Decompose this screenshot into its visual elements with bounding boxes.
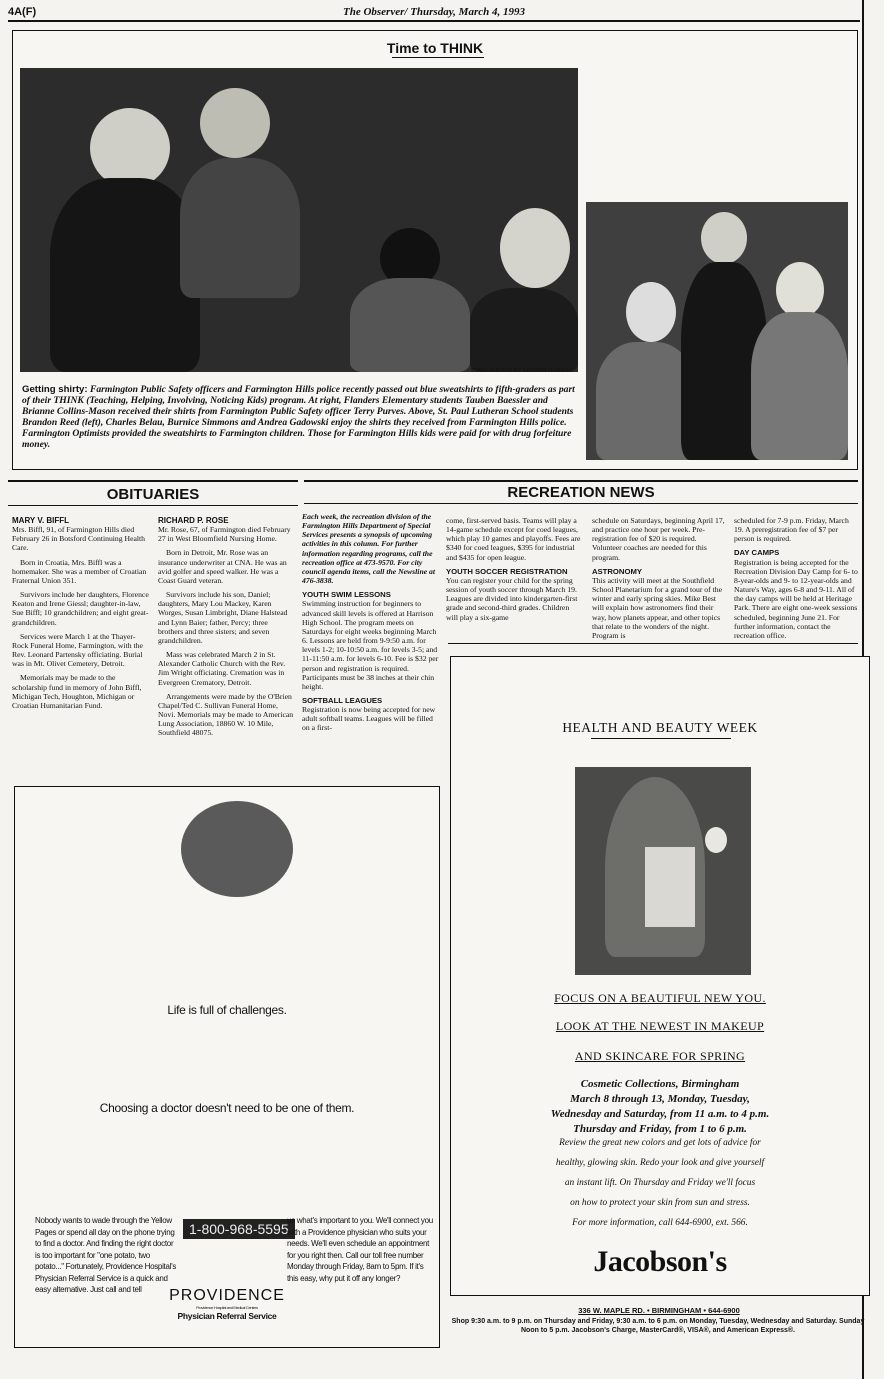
recreation-col-3 [592,516,726,645]
obituary-paragraph: Born in Croatia, Mrs. Biffl was a homemaker. She was a member of Croatian Fraternal Union 351. [12,557,147,585]
obituary-rose [158,516,294,742]
artwork-face [575,767,751,975]
obituaries-rule-bottom [8,505,298,506]
softball-heading: SOFTBALL LEAGUES [302,695,383,705]
recreation-rule [304,480,858,482]
feature-photo-main [20,68,578,372]
obituary-paragraph: Survivors include his son, Daniel; daughters, Mary Lou Mackey, Karen Worges, Susan Limbright, Diane Halstead and Lynn Baier; father, Percy; three brothers and three sisters; and seven grandchildren. [158,590,288,645]
obituary-paragraph: Arrangements were made by the O'Brien Chapel/Ted C. Sullivan Funeral Home, Novi. Memorials may be made to American Lung Association, 18860 W. 10 Mile, Southfield 48075. [158,691,294,738]
event-line: Thursday and Friday, from 1 to 6 p.m. [573,1123,747,1135]
obituaries-rule [8,480,298,482]
astronomy-heading: ASTRONOMY [592,566,642,576]
photo-credit: STAFF PHOTOS BY SHARON LEMIEUX [470,368,572,374]
softball-text-cont: come, first-served basis. Teams will play a 14-game schedule except for coed leagues, which play 10 games and playoffs. Fees are $340 for coed leagues, $395 for industrial and $435 for open league. [446,516,581,562]
event-line: March 8 through 13, Monday, Tuesday, [570,1093,750,1105]
ad-line-1: Life is full of challenges. [167,1003,287,1017]
caption-lead: Getting shirty: [22,384,88,395]
page-header [8,6,860,20]
referral-service: Physician Referral Service [177,1311,277,1321]
feature-caption [22,384,578,450]
obituary-paragraph: Born in Detroit, Mr. Rose was an insurance underwriter at CNA. He was an avid golfer and speed walker. He was a Coast Guard veteran. [158,548,287,585]
store-hours: Shop 9:30 a.m. to 9 p.m. on Thursday and Friday, 9:30 a.m. to 6 p.m. on Monday, Tuesday, Wednesday and Saturday. Sunday Noon to 5 p.m. Jacobson's Charge, MasterCard®, VISA®, and American Express®. [451,1318,865,1334]
obituary-name: MARY V. BIFFL [12,516,70,525]
focus-line-3: AND SKINCARE FOR SPRING [574,1049,746,1063]
recreation-heading: RECREATION NEWS [507,484,655,501]
feature-photo-right [586,202,848,460]
ad-line-2: Choosing a doctor doesn't need to be one of them. [99,1101,355,1115]
jacobsons-logo: Jacobson's [593,1245,727,1278]
phone-number[interactable]: 1-800-968-5595 [183,1219,295,1239]
obituaries-heading: OBITUARIES [106,486,200,503]
review-text [451,1133,869,1233]
obituary-paragraph: Services were March 1 at the Thayer-Rock Funeral Home, Farmington, with the Rev. Leonard Partensky officiating. Burial was in Mt. Olivet Cemetery, Detroit. [12,631,143,669]
softball-text: Registration is now being accepted for new adult softball teams. Leagues will be filled on a first- [302,705,436,733]
soccer-text-cont: schedule on Saturdays, beginning April 17, and practice one hour per week. Pre-registration fee of $20 is required. Volunteer coaches are needed for this program. [592,516,725,562]
astronomy-text: This activity will meet at the Southfield School Planetarium for a grand tour of the winter and early spring skies. Mike Best will explain how astronomers find their way, how planets appear, and other topics that relate to the wonders of the night. Program is [592,575,723,640]
swim-text: Swimming instruction for beginners to advanced skill levels is offered at Harrison High School. The program meets on Saturdays for eight weeks beginning March 6. Lessons are held from 9-9:50 a.m. for levels 1-2; 10-10:50 a.m. for levels 3-5; and 11-11:50 a.m. for levels 6-10. Fee is $32 per person and registration is required. Participants must be 38 inches at their chin height. [302,599,439,691]
recreation-intro: Each week, the recreation division of the Farmington Hills Department of Special Services presents a synopsis of upcoming activities in this column. For further information regarding programs, call the recreation office at 473-9570. For city council agenda items, call the Newsline at 476-3838. [302,512,436,586]
review-line: For more information, call 644-6900, ext. 566. [572,1218,748,1228]
review-line: Review the great new colors and get lots of advice for [559,1138,761,1148]
dateline: The Observer/ Thursday, March 4, 1993 [342,6,525,18]
providence-logo: PROVIDENCE [169,1287,285,1304]
day-camps-text: Registration is being accepted for the Recreation Division Day Camp for 6- to 8-year-olds and 9- to 12-year-olds and Nature's Way, ages 6-8 and 9-11. All of the day camps will be held at Heritage Park. There are eight one-week sessions scheduled, beginning June 21. For further information, contact the recreation office. [734,557,858,640]
store-address: 336 W. MAPLE RD. • BIRMINGHAM • 644-6900 [578,1306,740,1315]
focus-line-1: FOCUS ON A BEAUTIFUL NEW YOU. [554,991,766,1005]
providence-ad [14,786,440,1348]
recreation-rule-bottom [304,503,858,504]
jacobsons-ad [450,656,870,1296]
event-line: Wednesday and Saturday, from 11 a.m. to 4 p.m. [550,1108,770,1120]
obituary-paragraph: Survivors include her daughters, Florence Keaton and Irene Giessl; daughter-in-law, Sue Biffl; 10 grandchildren; and eight great-grandchildren. [12,590,149,627]
ad-body-left: Nobody wants to wade through the Yellow Pages or spend all day on the phone trying to find a doctor. And finding the right doctor is too important for "one potato, two potato..." Fortunately, Providence Hospital's Physician Referral Service is a quick and easy alternative. Just call and tell [35,1216,177,1294]
recreation-col-2 [446,516,582,627]
obituary-paragraph: Memorials may be made to the scholarship fund in memory of John Biffl, Michigan Tech, Houghton, Michigan or Croatian Humanitarian Fund. [12,673,142,710]
ad-title-rule [591,738,731,739]
obituary-paragraph: Mr. Rose, 67, of Farmington died February 27 in West Bloomfield Nursing Home. [158,525,291,544]
recreation-col-4 [734,516,860,645]
ad-body-right: us what's important to you. We'll connect you with a Providence physician who suits your needs. We'll even schedule an appointment for you right then. Call our toll free number Monday through Friday, 8am to 5pm. If it's this easy, why put it off any longer? [287,1216,433,1283]
review-line: an instant lift. On Thursday and Friday we'll focus [564,1178,756,1188]
recreation-end-rule [448,643,858,644]
obituary-biffl [12,516,150,715]
feature-title-underline [392,57,484,58]
recreation-col-1 [302,512,440,738]
review-line: healthy, glowing skin. Redo your look and give yourself [555,1158,765,1168]
header-rule [8,20,860,22]
event-line: Cosmetic Collections, Birmingham [580,1078,740,1090]
providence-logo-sub: Providence Hospital and Medical Centers [196,1305,258,1310]
soccer-text: You can register your child for the spring session of youth soccer through March 19. Leagues are divided into kindergarten-first grade and second-third grades. Children will play a six-game [446,575,578,622]
obituary-paragraph: Mrs. Biffl, 91, of Farmington Hills died February 26 in Botsford Continuing Health Care. [12,525,146,553]
page-number: 4A(F) [8,6,37,18]
feature-title: Time to THINK [386,40,484,56]
globe-image [181,801,293,897]
ad-title: HEALTH AND BEAUTY WEEK [562,720,758,735]
caption-body: Farmington Public Safety officers and Farmington Hills police recently passed out blue sweatshirts to fifth-graders as part of their THINK (Teaching, Helping, Involving, Noticing Kids) program. At right, Flanders Elementary students Tauben Baessler and Brianne Collins-Mason received their shirts from Farmington Public Safety officer Terry Purves. Above, St. Paul Lutheran School students Brandon Reed (left), Charles Belau, Burnice Simmons and Andrea Gadowski enjoy the shirts they received from Farmington Hills police. Farmington Optimists provided the sweatshirts to Farmington children. Those for Farmington Hills kids were paid for with drug forfeiture money. [22,384,575,450]
obituary-paragraph: Mass was celebrated March 2 in St. Alexander Catholic Church with the Rev. Jim Wright officiating. Cremation was in Evergreen Crematory, Detroit. [158,650,286,687]
event-details [451,1077,869,1137]
focus-line-2: LOOK AT THE NEWEST IN MAKEUP [555,1019,765,1033]
day-camps-heading: DAY CAMPS [734,548,780,558]
review-line: on how to protect your skin from sun and stress. [570,1198,750,1208]
soccer-heading: YOUTH SOCCER REGISTRATION [446,566,568,576]
swim-heading: YOUTH SWIM LESSONS [302,590,391,600]
astronomy-text-cont: scheduled for 7-9 p.m. Friday, March 19. A preregistration fee of $7 per person is required. [734,516,849,544]
obituary-name: RICHARD P. ROSE [158,516,229,525]
